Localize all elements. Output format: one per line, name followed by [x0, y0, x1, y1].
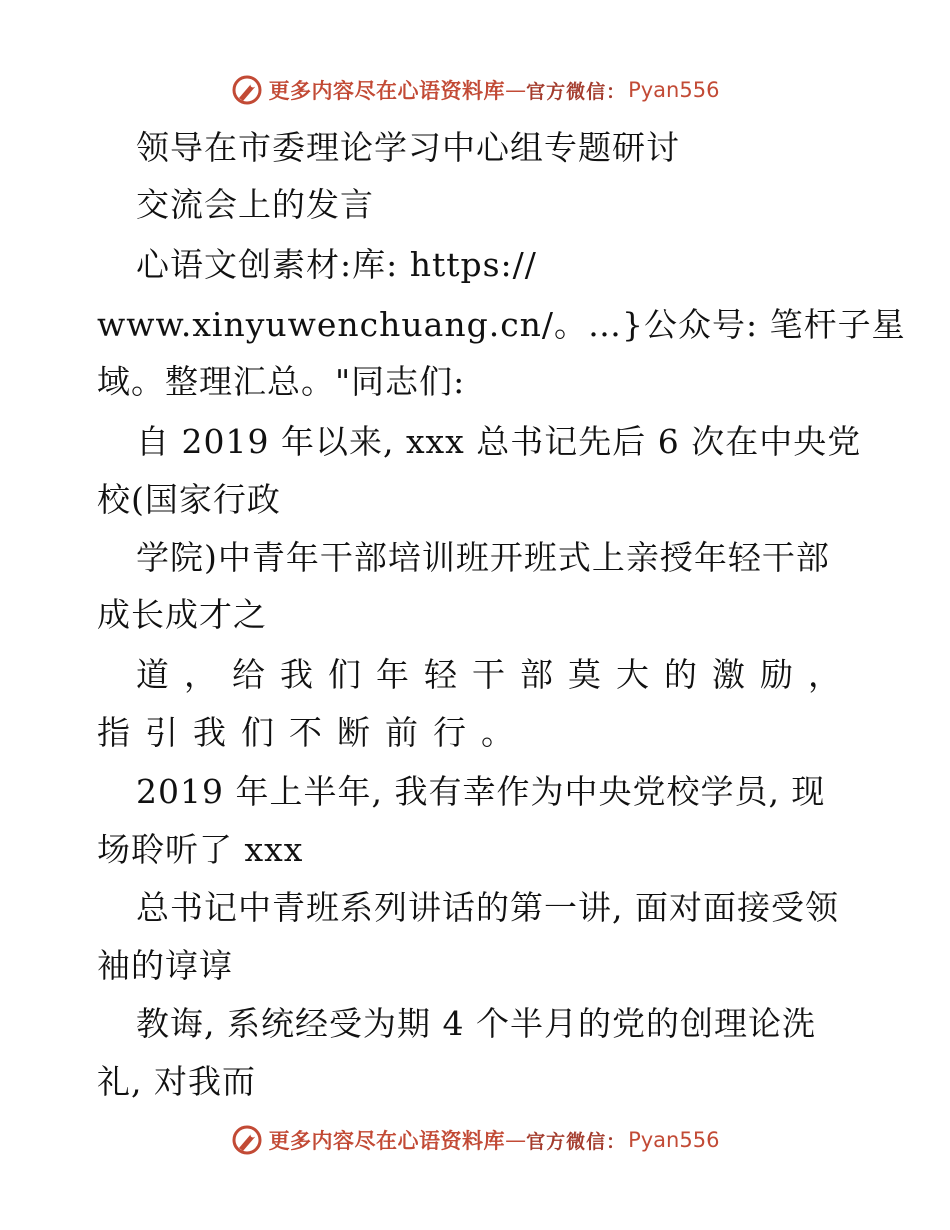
footer-watermark-banner [0, 1120, 950, 1160]
banner-wechat-id: Pyan556 [628, 1128, 720, 1152]
banner-wechat-label: 官方微信： [526, 1130, 627, 1153]
paragraph-line: 指引我们不断前行。 [97, 713, 529, 752]
paragraph-line: 自 2019 年以来, xxx 总书记先后 6 次在中央党 [136, 422, 862, 461]
paragraph-line: 教诲, 系统经受为期 4 个半月的党的创理论洗 [136, 1004, 816, 1043]
paragraph-line: 成长成才之 [97, 595, 267, 634]
source-line: 心语文创素材:库: https:// [136, 245, 537, 284]
banner-dash: — [505, 1128, 527, 1152]
paragraph-line: 袖的谆谆 [97, 946, 233, 985]
pen-logo-icon [231, 1124, 263, 1156]
header-watermark-banner [0, 70, 950, 110]
paragraph-line: 校(国家行政 [97, 480, 281, 519]
greeting-line: 域。整理汇总。"同志们: [97, 362, 466, 401]
banner-main-text: 更多内容尽在心语资料库 [268, 79, 506, 103]
source-url-line: www.xinyuwenchuang.cn/。…}公众号: 笔杆子星 [97, 305, 906, 344]
paragraph-line: 学院)中青年干部培训班开班式上亲授年轻干部 [136, 538, 830, 577]
title-line-1: 领导在市委理论学习中心组专题研讨 [136, 128, 680, 167]
paragraph-line: 2019 年上半年, 我有幸作为中央党校学员, 现 [136, 772, 826, 811]
pen-logo-icon [231, 74, 263, 106]
banner-wechat-id: Pyan556 [628, 78, 720, 102]
paragraph-line: 礼, 对我而 [97, 1062, 256, 1101]
paragraph-line: 道，给我们年轻干部莫大的激励， [136, 655, 856, 694]
paragraph-line: 场聆听了 xxx [97, 830, 304, 869]
banner-main-text: 更多内容尽在心语资料库 [268, 1129, 506, 1153]
paragraph-line: 总书记中青班系列讲话的第一讲, 面对面接受领 [136, 888, 839, 927]
banner-wechat-label: 官方微信： [526, 80, 627, 103]
banner-dash: — [505, 78, 527, 102]
title-line-2: 交流会上的发言 [136, 185, 374, 224]
